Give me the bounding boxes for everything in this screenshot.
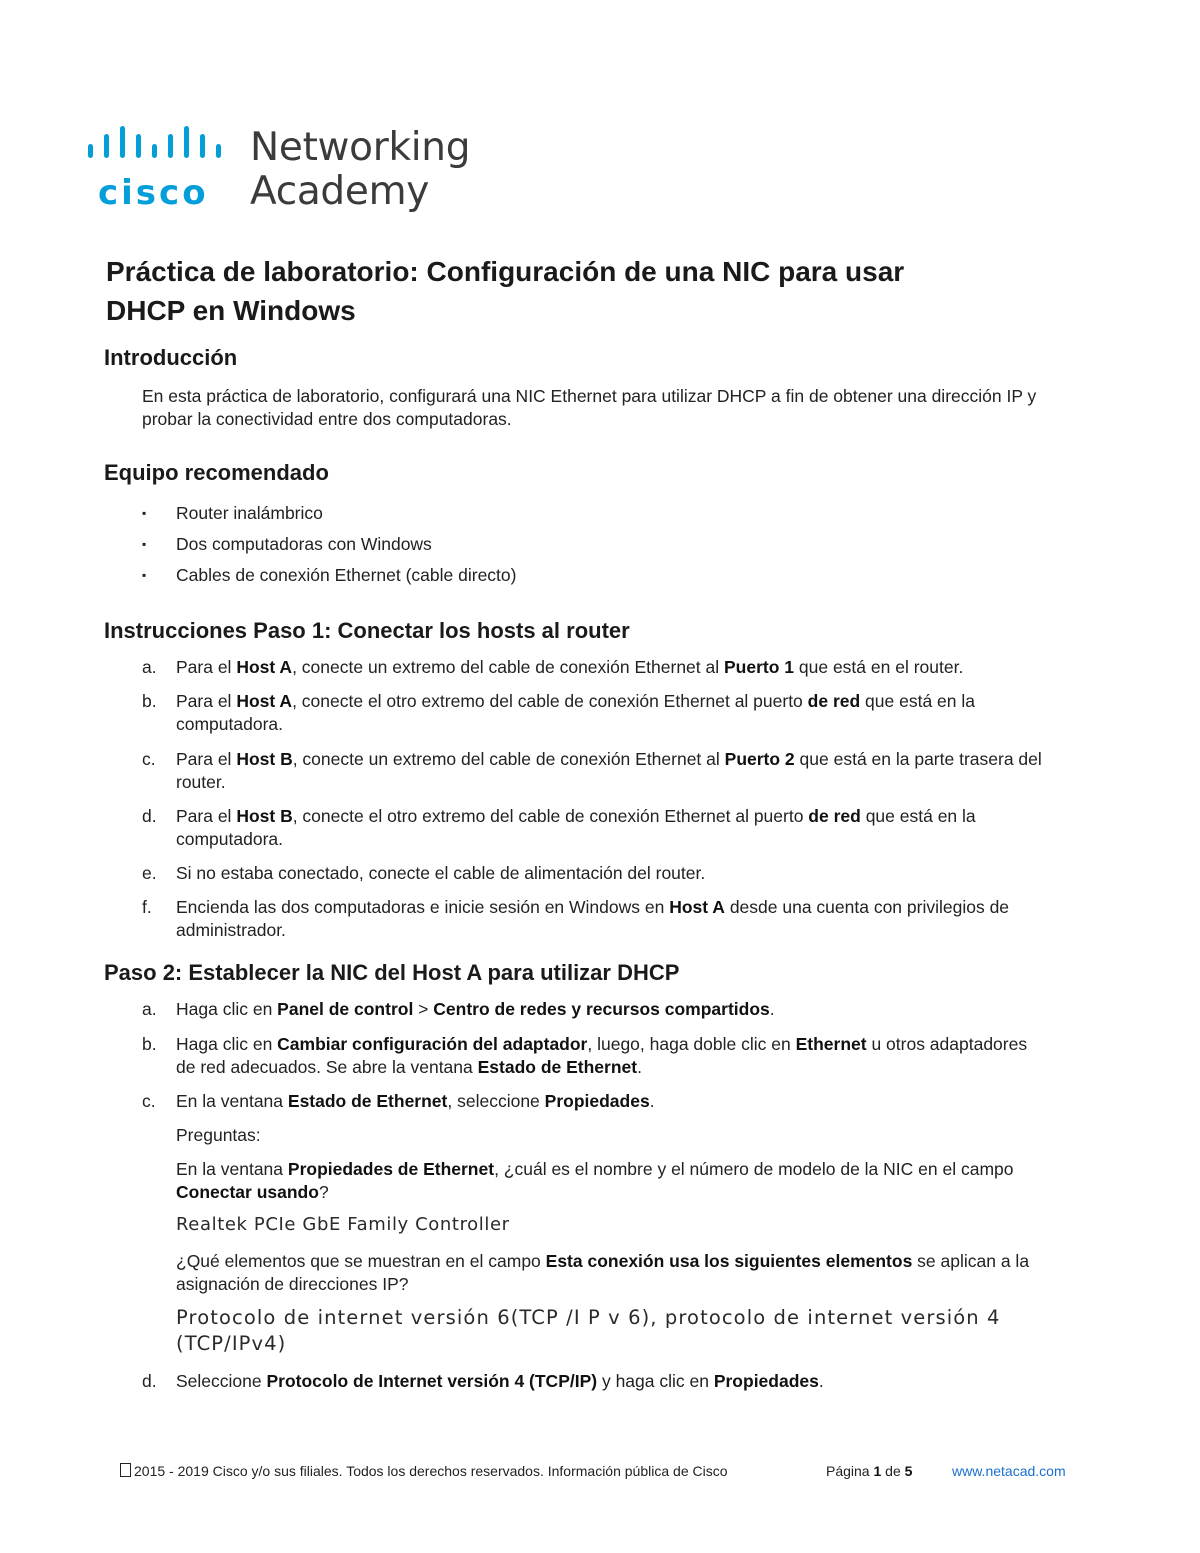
step1-item-b: b. Para el Host A, conecte el otro extremo del cable de conexión Ethernet al puerto de red que está en la computadora. bbox=[142, 691, 975, 734]
step2-item-b: b. Haga clic en Cambiar configuración del adaptador, luego, haga doble clic en Ethernet u otros adaptadores de red adecuados. Se abre la ventana Estado de Ethernet. bbox=[142, 1034, 1028, 1077]
bullet-icon: ▪ bbox=[142, 537, 147, 551]
cisco-networking-academy-logo bbox=[86, 125, 471, 216]
step1-item-f: f. Encienda las dos computadoras e inicie sesión en Windows en Host A desde una cuenta con privilegios de administrador. bbox=[142, 897, 1010, 940]
question-2: ¿Qué elementos que se muestran en el campo Esta conexión usa los siguientes elementos se aplican a la asignación de direcciones IP? bbox=[176, 1251, 1030, 1294]
title-line-1: Práctica de laboratorio: Configuración de una NIC para usar bbox=[106, 256, 905, 287]
answer-2: Protocolo de internet versión 6(TCP /I P v 6), protocolo de internet versión 4 (TCP/IPv4) bbox=[176, 1306, 1001, 1355]
equipment-item: ▪ Cables de conexión Ethernet (cable directo) bbox=[142, 565, 517, 585]
intro-text: En esta práctica de laboratorio, configurará una NIC Ethernet para utilizar DHCP a fin de obtener una dirección IP y probar la conectividad entre dos computadoras. bbox=[142, 386, 1037, 429]
page-title bbox=[106, 252, 1086, 330]
questions-label: Preguntas: bbox=[176, 1125, 261, 1145]
bullet-icon: ▪ bbox=[142, 568, 147, 582]
copyright-icon bbox=[120, 1463, 131, 1477]
equipment-item: ▪ Dos computadoras con Windows bbox=[142, 534, 432, 554]
equipment-heading: Equipo recomendado bbox=[104, 460, 329, 485]
page-number: Página 1 de 5 bbox=[826, 1463, 913, 1479]
cisco-wordmark: cisco bbox=[98, 173, 209, 213]
step2-heading: Paso 2: Establecer la NIC del Host A para utilizar DHCP bbox=[104, 960, 680, 985]
step1-item-e: e. Si no estaba conectado, conecte el cable de alimentación del router. bbox=[142, 863, 706, 883]
step1-item-d: d. Para el Host B, conecte el otro extremo del cable de conexión Ethernet al puerto de red que está en la computadora. bbox=[142, 806, 976, 849]
intro-heading: Introducción bbox=[104, 345, 238, 370]
step1-heading: Instrucciones Paso 1: Conectar los hosts al router bbox=[104, 618, 630, 643]
netacad-link[interactable]: www.netacad.com bbox=[952, 1463, 1066, 1479]
question-1: En la ventana Propiedades de Ethernet, ¿cuál es el nombre y el número de modelo de la NIC en el campo Conectar usando? bbox=[176, 1159, 1014, 1202]
title-line-2: DHCP en Windows bbox=[106, 295, 356, 326]
step2-item-c: c. En la ventana Estado de Ethernet, seleccione Propiedades. bbox=[142, 1091, 655, 1111]
cisco-bars-icon bbox=[86, 126, 236, 166]
logo-networking-text: Networking bbox=[250, 125, 471, 170]
logo-academy-text: Academy bbox=[250, 169, 430, 214]
step1-item-c: c. Para el Host B, conecte un extremo del cable de conexión Ethernet al Puerto 2 que está en la parte trasera del router. bbox=[142, 749, 1042, 792]
footer bbox=[120, 1462, 1066, 1480]
step1-item-a: a. Para el Host A, conecte un extremo del cable de conexión Ethernet al Puerto 1 que está en el router. bbox=[142, 657, 964, 677]
footer-copyright: 2015 - 2019 Cisco y/o sus filiales. Todos los derechos reservados. Información pública de Cisco bbox=[134, 1463, 728, 1479]
bullet-icon: ▪ bbox=[142, 506, 147, 520]
step2-item-a: a. Haga clic en Panel de control > Centro de redes y recursos compartidos. bbox=[142, 999, 775, 1019]
answer-1: Realtek PCIe GbE Family Controller bbox=[176, 1214, 510, 1235]
equipment-item: ▪ Router inalámbrico bbox=[142, 503, 323, 523]
step2-item-d: d. Seleccione Protocolo de Internet versión 4 (TCP/IP) y haga clic en Propiedades. bbox=[142, 1371, 824, 1391]
